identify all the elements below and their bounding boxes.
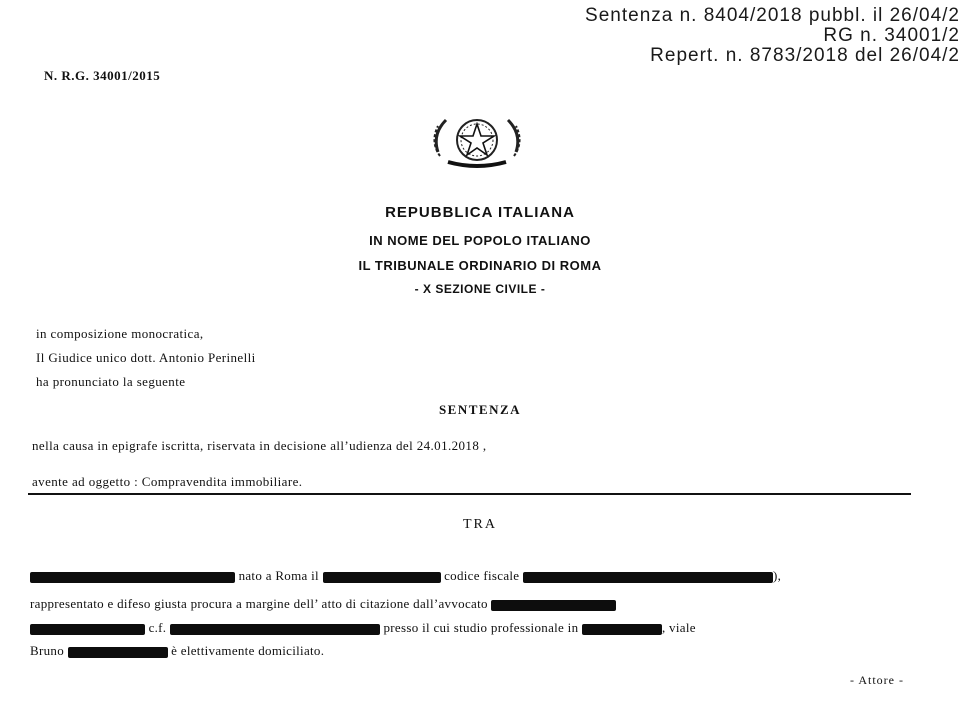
italian-emblem-icon <box>428 112 526 170</box>
redaction-bar <box>68 647 168 658</box>
party-role-label: - Attore - <box>850 673 904 687</box>
party-line-1 <box>30 568 930 584</box>
party-street-text: Bruno <box>30 643 64 658</box>
stamp-repert-line: Repert. n. 8783/2018 del 26/04/2 <box>650 45 960 66</box>
body-line-giudice: Il Giudice unico dott. Antonio Perinelli <box>36 350 256 365</box>
party-studio-text: presso il cui studio professionale in <box>383 620 579 635</box>
party-fiscal-text: codice fiscale <box>444 568 520 583</box>
party-line-3 <box>30 620 930 636</box>
party-viale-text: , viale <box>661 620 696 635</box>
redaction-bar <box>30 572 235 583</box>
tra-heading: TRA <box>463 517 497 532</box>
party-domicile-text: è elettivamente domiciliato. <box>171 643 325 658</box>
heading-tribunale: IL TRIBUNALE ORDINARIO DI ROMA <box>358 258 602 273</box>
party-line-1-end: ), <box>772 568 782 583</box>
redaction-bar <box>523 572 773 583</box>
stamp-sentenza-line: Sentenza n. 8404/2018 pubbl. il 26/04/2 <box>585 5 960 26</box>
party-line-4 <box>30 643 930 659</box>
heading-popolo: IN NOME DEL POPOLO ITALIANO <box>369 233 591 248</box>
party-birth-text: nato a Roma il <box>238 568 319 583</box>
body-line-composizione: in composizione monocratica, <box>36 326 204 341</box>
redaction-bar <box>582 624 662 635</box>
party-representation-text: rappresentato e difeso giusta procura a margine dell’ atto di citazione dall’avvocato <box>30 596 488 611</box>
redaction-bar <box>170 624 380 635</box>
redaction-bar <box>30 624 145 635</box>
body-line-oggetto: avente ad oggetto : Compravendita immobiliare. <box>32 474 303 489</box>
heading-sezione: - X SEZIONE CIVILE - <box>414 282 546 296</box>
rg-number: N. R.G. 34001/2015 <box>44 68 161 83</box>
stamp-rg-line: RG n. 34001/2 <box>823 25 960 46</box>
party-cf-text: c.f. <box>148 620 167 635</box>
redaction-bar <box>323 572 441 583</box>
divider <box>28 493 911 495</box>
body-line-causa: nella causa in epigrafe iscritta, riservata in decisione all’udienza del 24.01.2018 , <box>32 438 487 453</box>
party-line-2 <box>30 596 930 612</box>
body-line-pronunciato: ha pronunciato la seguente <box>36 374 186 389</box>
sentenza-title: SENTENZA <box>438 402 522 417</box>
redaction-bar <box>491 600 616 611</box>
publication-stamp <box>440 6 960 66</box>
page-title: REPUBBLICA ITALIANA <box>385 204 575 221</box>
